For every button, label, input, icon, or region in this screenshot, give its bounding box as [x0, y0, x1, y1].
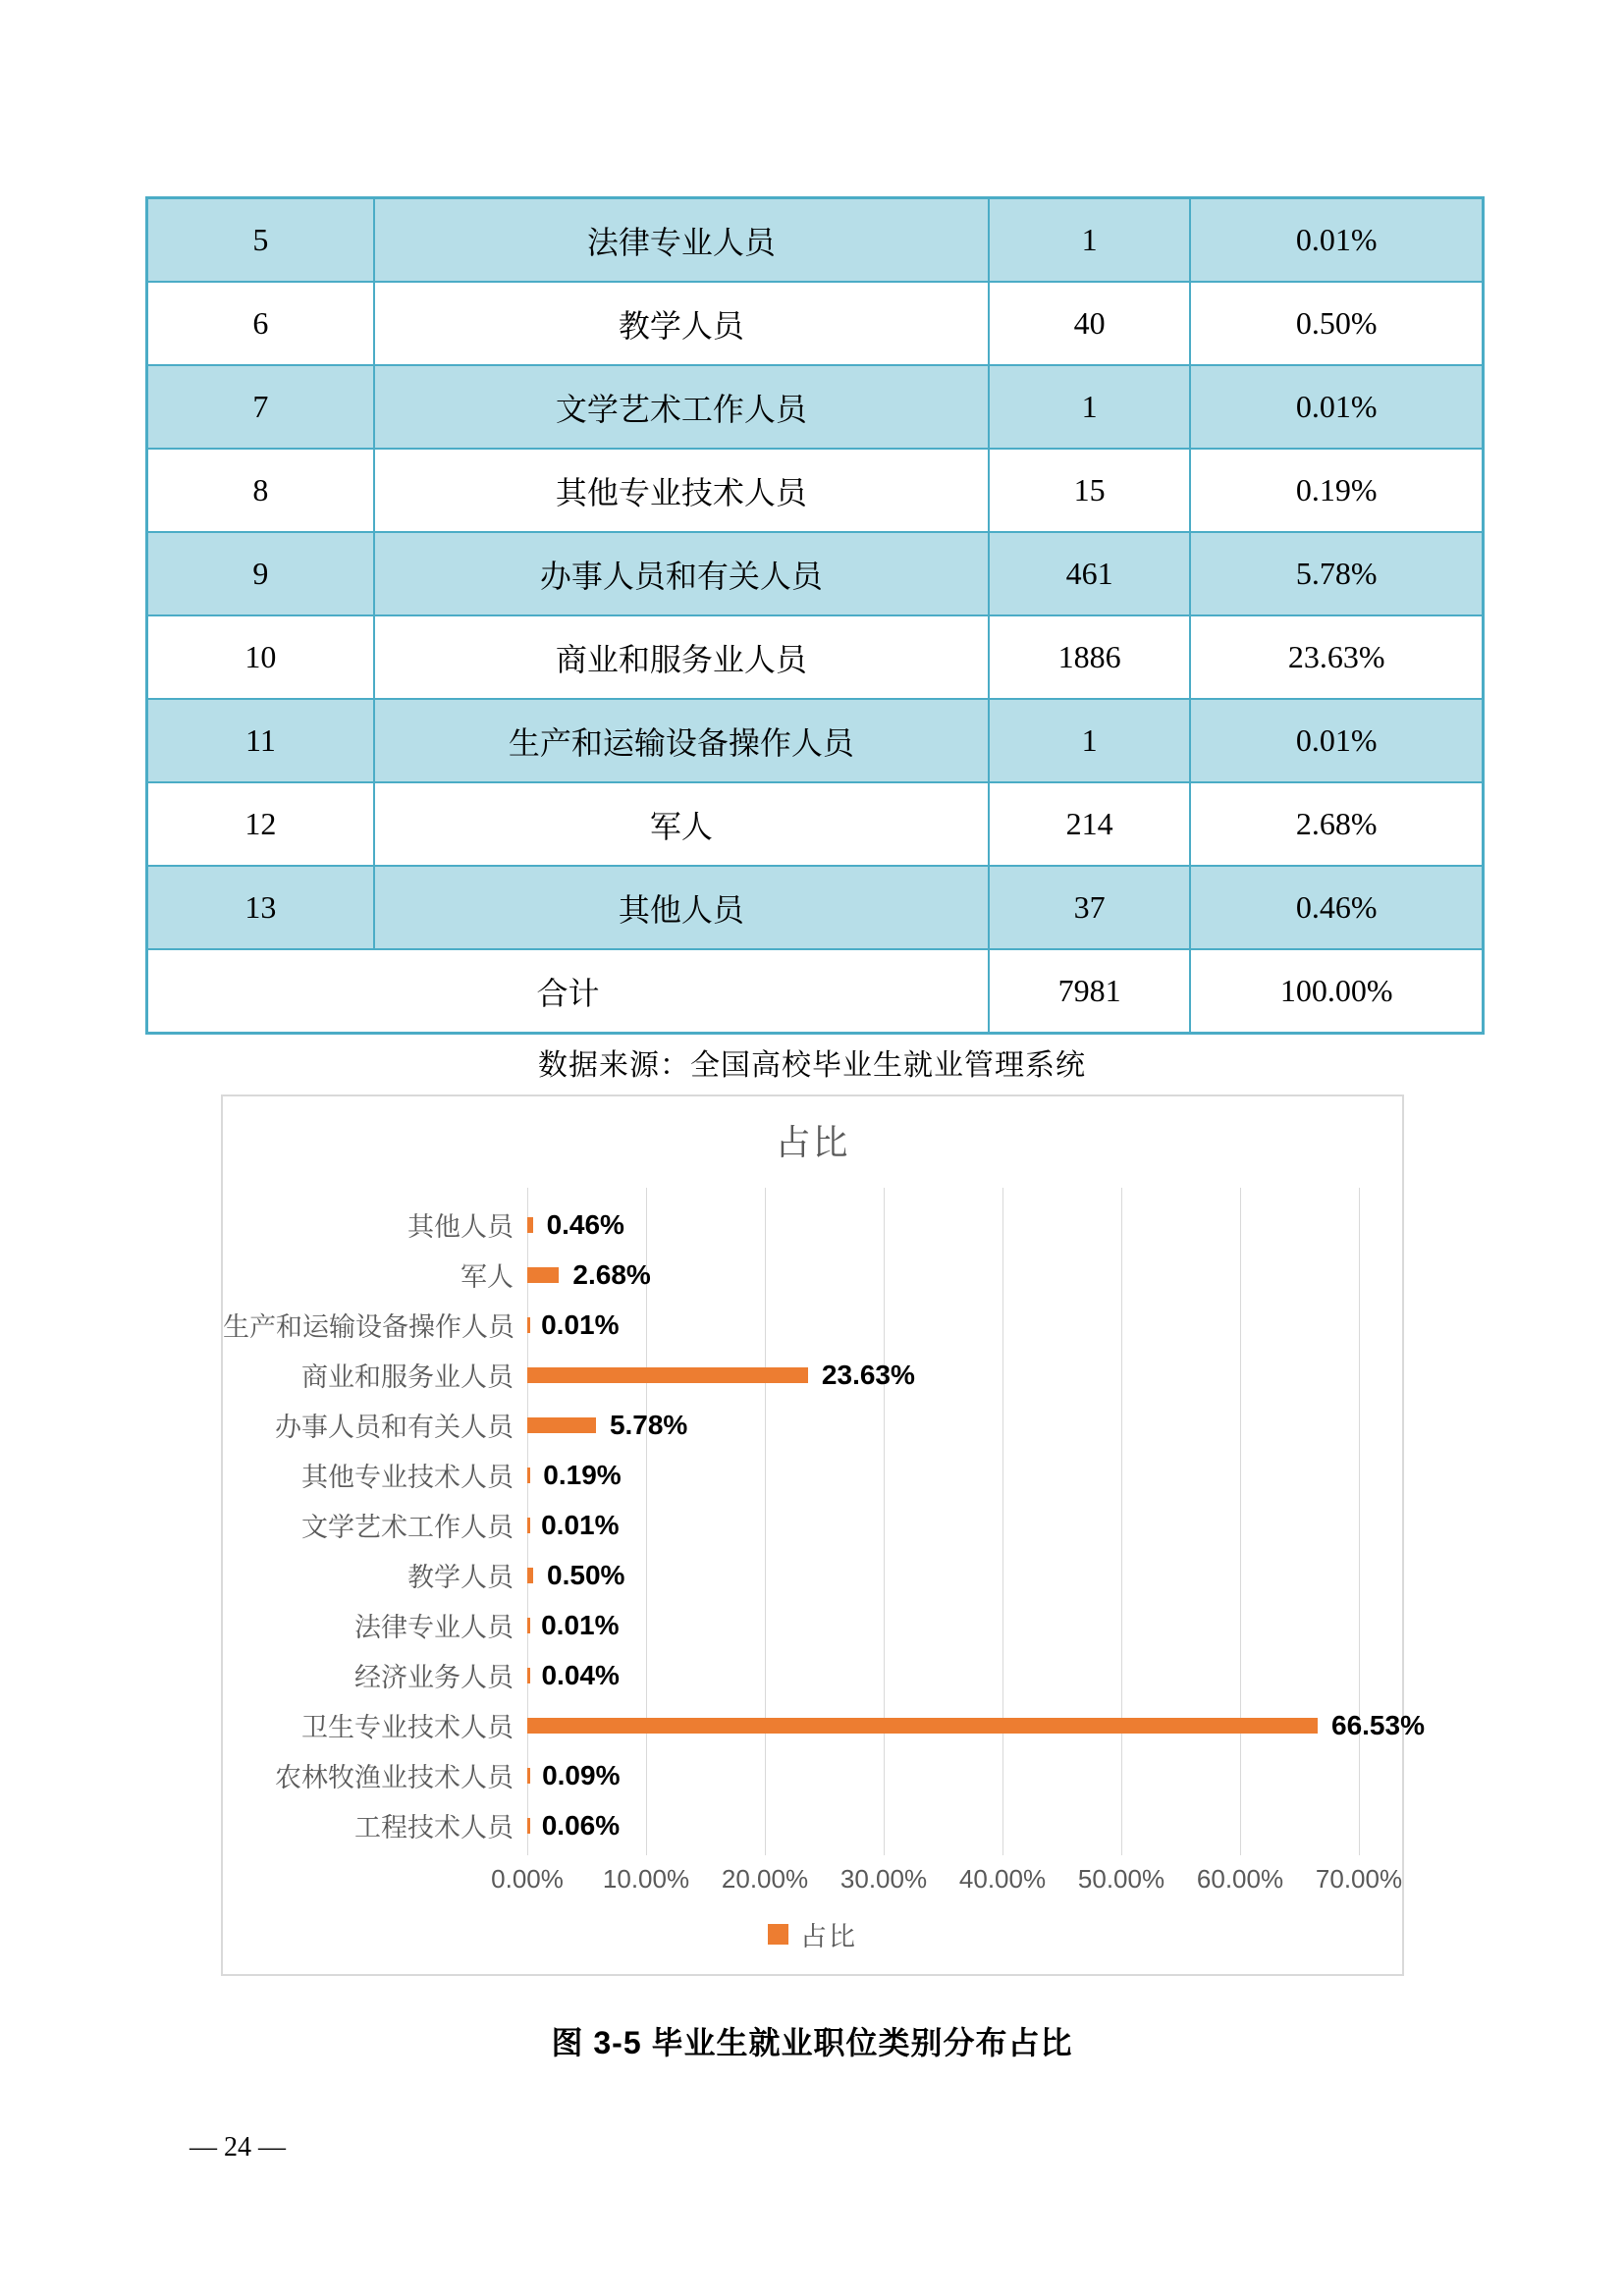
cell-percent: 0.46%	[1190, 866, 1483, 949]
bar	[527, 1668, 530, 1683]
cell-percent: 0.50%	[1190, 282, 1483, 365]
bar	[527, 1417, 596, 1433]
bar-value-label: 0.19%	[543, 1459, 622, 1490]
bar-value-label: 5.78%	[609, 1409, 688, 1440]
table-row	[147, 866, 1484, 949]
category-label: 其他人员	[407, 1212, 514, 1242]
bar	[527, 1568, 533, 1583]
occupation-table	[145, 196, 1485, 1035]
bar-track	[527, 1800, 1359, 1850]
bar-value-label: 0.04%	[541, 1659, 620, 1690]
x-tick-label: 10.00%	[602, 1864, 690, 1894]
bar-value-label: 66.53%	[1331, 1709, 1425, 1740]
chart-row	[223, 1550, 1402, 1600]
cell-category: 文学艺术工作人员	[374, 365, 989, 449]
bar-value-label: 23.63%	[821, 1359, 915, 1390]
cell-count: 40	[989, 282, 1191, 365]
bar-track	[527, 1400, 1359, 1450]
chart-row	[223, 1500, 1402, 1550]
cell-category: 商业和服务业人员	[374, 615, 989, 699]
category-label: 商业和服务业人员	[301, 1362, 514, 1392]
category-label: 办事人员和有关人员	[275, 1413, 514, 1442]
bar	[527, 1217, 533, 1233]
cell-category: 教学人员	[374, 282, 989, 365]
category-label: 卫生专业技术人员	[301, 1713, 514, 1742]
table-row	[147, 615, 1484, 699]
cell-serial: 10	[147, 615, 374, 699]
cell-serial: 9	[147, 532, 374, 615]
table-row	[147, 282, 1484, 365]
cell-serial: 6	[147, 282, 374, 365]
cell-total-label: 合计	[147, 949, 989, 1034]
table-row	[147, 198, 1484, 283]
bar-chart	[221, 1095, 1425, 1976]
cell-count: 15	[989, 449, 1191, 532]
bar	[527, 1468, 530, 1483]
cell-count: 214	[989, 782, 1191, 866]
chart-row	[223, 1200, 1402, 1250]
x-tick-label: 0.00%	[491, 1864, 564, 1894]
cell-serial: 11	[147, 699, 374, 782]
category-label: 军人	[460, 1262, 514, 1292]
bar-value-label: 0.50%	[547, 1559, 625, 1590]
category-label: 经济业务人员	[354, 1663, 514, 1692]
chart-row	[223, 1700, 1425, 1750]
bar-track	[527, 1350, 1359, 1400]
cell-total-count: 7981	[989, 949, 1191, 1034]
bar-value-label: 0.01%	[541, 1308, 620, 1340]
chart-row	[223, 1350, 1402, 1400]
bar-track	[527, 1650, 1359, 1700]
plot-area	[223, 1200, 1425, 1850]
bar-track	[527, 1700, 1425, 1750]
x-axis	[491, 1850, 1403, 1899]
bar	[527, 1768, 530, 1784]
x-tick-label: 70.00%	[1315, 1864, 1403, 1894]
cell-percent: 0.19%	[1190, 449, 1483, 532]
cell-serial: 7	[147, 365, 374, 449]
chart-row	[223, 1400, 1402, 1450]
chart-row	[223, 1600, 1402, 1650]
bar-value-label: 2.68%	[572, 1258, 651, 1290]
chart-row	[223, 1750, 1402, 1800]
bar-value-label: 0.01%	[541, 1609, 620, 1640]
bar	[527, 1317, 530, 1333]
legend-swatch-icon	[768, 1924, 788, 1945]
chart-row	[223, 1450, 1402, 1500]
cell-category: 其他人员	[374, 866, 989, 949]
bar-track	[527, 1450, 1359, 1500]
bar-track	[527, 1250, 1359, 1300]
table-row	[147, 699, 1484, 782]
x-tick-label: 20.00%	[721, 1864, 809, 1894]
cell-serial: 13	[147, 866, 374, 949]
bar	[527, 1618, 530, 1633]
occupation-table-body	[147, 198, 1484, 1034]
category-label: 其他专业技术人员	[301, 1463, 514, 1492]
chart-legend	[223, 1915, 1402, 1953]
bar-value-label: 0.06%	[541, 1809, 621, 1841]
cell-serial: 5	[147, 198, 374, 283]
x-tick-label: 40.00%	[958, 1864, 1047, 1894]
cell-category: 办事人员和有关人员	[374, 532, 989, 615]
bar-track	[527, 1600, 1359, 1650]
legend-label: 占比	[800, 1922, 857, 1951]
cell-total-percent: 100.00%	[1190, 949, 1483, 1034]
chart-row	[223, 1300, 1402, 1350]
cell-count: 1	[989, 198, 1191, 283]
chart-row	[223, 1800, 1402, 1850]
cell-percent: 0.01%	[1190, 699, 1483, 782]
cell-category: 其他专业技术人员	[374, 449, 989, 532]
bar-track	[527, 1200, 1359, 1250]
x-tick-label: 30.00%	[839, 1864, 928, 1894]
bar-track	[527, 1300, 1359, 1350]
cell-count: 1	[989, 699, 1191, 782]
bar-value-label: 0.09%	[542, 1759, 621, 1790]
bar-value-label: 0.01%	[541, 1509, 620, 1540]
category-label: 工程技术人员	[354, 1813, 514, 1842]
bar	[527, 1367, 808, 1383]
bar-track	[527, 1750, 1359, 1800]
cell-percent: 0.01%	[1190, 198, 1483, 283]
cell-category: 生产和运输设备操作人员	[374, 699, 989, 782]
category-label: 生产和运输设备操作人员	[223, 1312, 514, 1342]
category-label: 教学人员	[407, 1563, 514, 1592]
data-source-note: 数据来源：全国高校毕业生就业管理系统	[538, 1049, 1086, 1082]
cell-category: 法律专业人员	[374, 198, 989, 283]
bar	[527, 1267, 559, 1283]
cell-count: 461	[989, 532, 1191, 615]
chart-title: 占比	[775, 1122, 850, 1162]
figure-caption: 图 3-5 毕业生就业职位类别分布占比	[551, 2025, 1073, 2060]
table-row	[147, 532, 1484, 615]
cell-count: 1	[989, 365, 1191, 449]
cell-percent: 0.01%	[1190, 365, 1483, 449]
chart-rows	[223, 1200, 1425, 1850]
bar-track	[527, 1550, 1359, 1600]
category-label: 农林牧渔业技术人员	[275, 1763, 514, 1792]
cell-percent: 23.63%	[1190, 615, 1483, 699]
cell-serial: 12	[147, 782, 374, 866]
category-label: 法律专业人员	[354, 1613, 514, 1642]
cell-count: 1886	[989, 615, 1191, 699]
chart-row	[223, 1250, 1402, 1300]
table-row	[147, 782, 1484, 866]
bar	[527, 1518, 530, 1533]
bar	[527, 1818, 530, 1834]
category-label: 文学艺术工作人员	[301, 1513, 514, 1542]
table-row	[147, 365, 1484, 449]
cell-category: 军人	[374, 782, 989, 866]
chart-row	[223, 1650, 1402, 1700]
bar-value-label: 0.46%	[546, 1208, 624, 1240]
cell-percent: 2.68%	[1190, 782, 1483, 866]
page-number: — 24 —	[189, 2132, 286, 2163]
bar	[527, 1718, 1318, 1734]
x-tick-label: 50.00%	[1077, 1864, 1165, 1894]
bar-track	[527, 1500, 1359, 1550]
table-row	[147, 449, 1484, 532]
cell-count: 37	[989, 866, 1191, 949]
table-total-row	[147, 949, 1484, 1034]
x-tick-label: 60.00%	[1196, 1864, 1284, 1894]
cell-percent: 5.78%	[1190, 532, 1483, 615]
cell-serial: 8	[147, 449, 374, 532]
